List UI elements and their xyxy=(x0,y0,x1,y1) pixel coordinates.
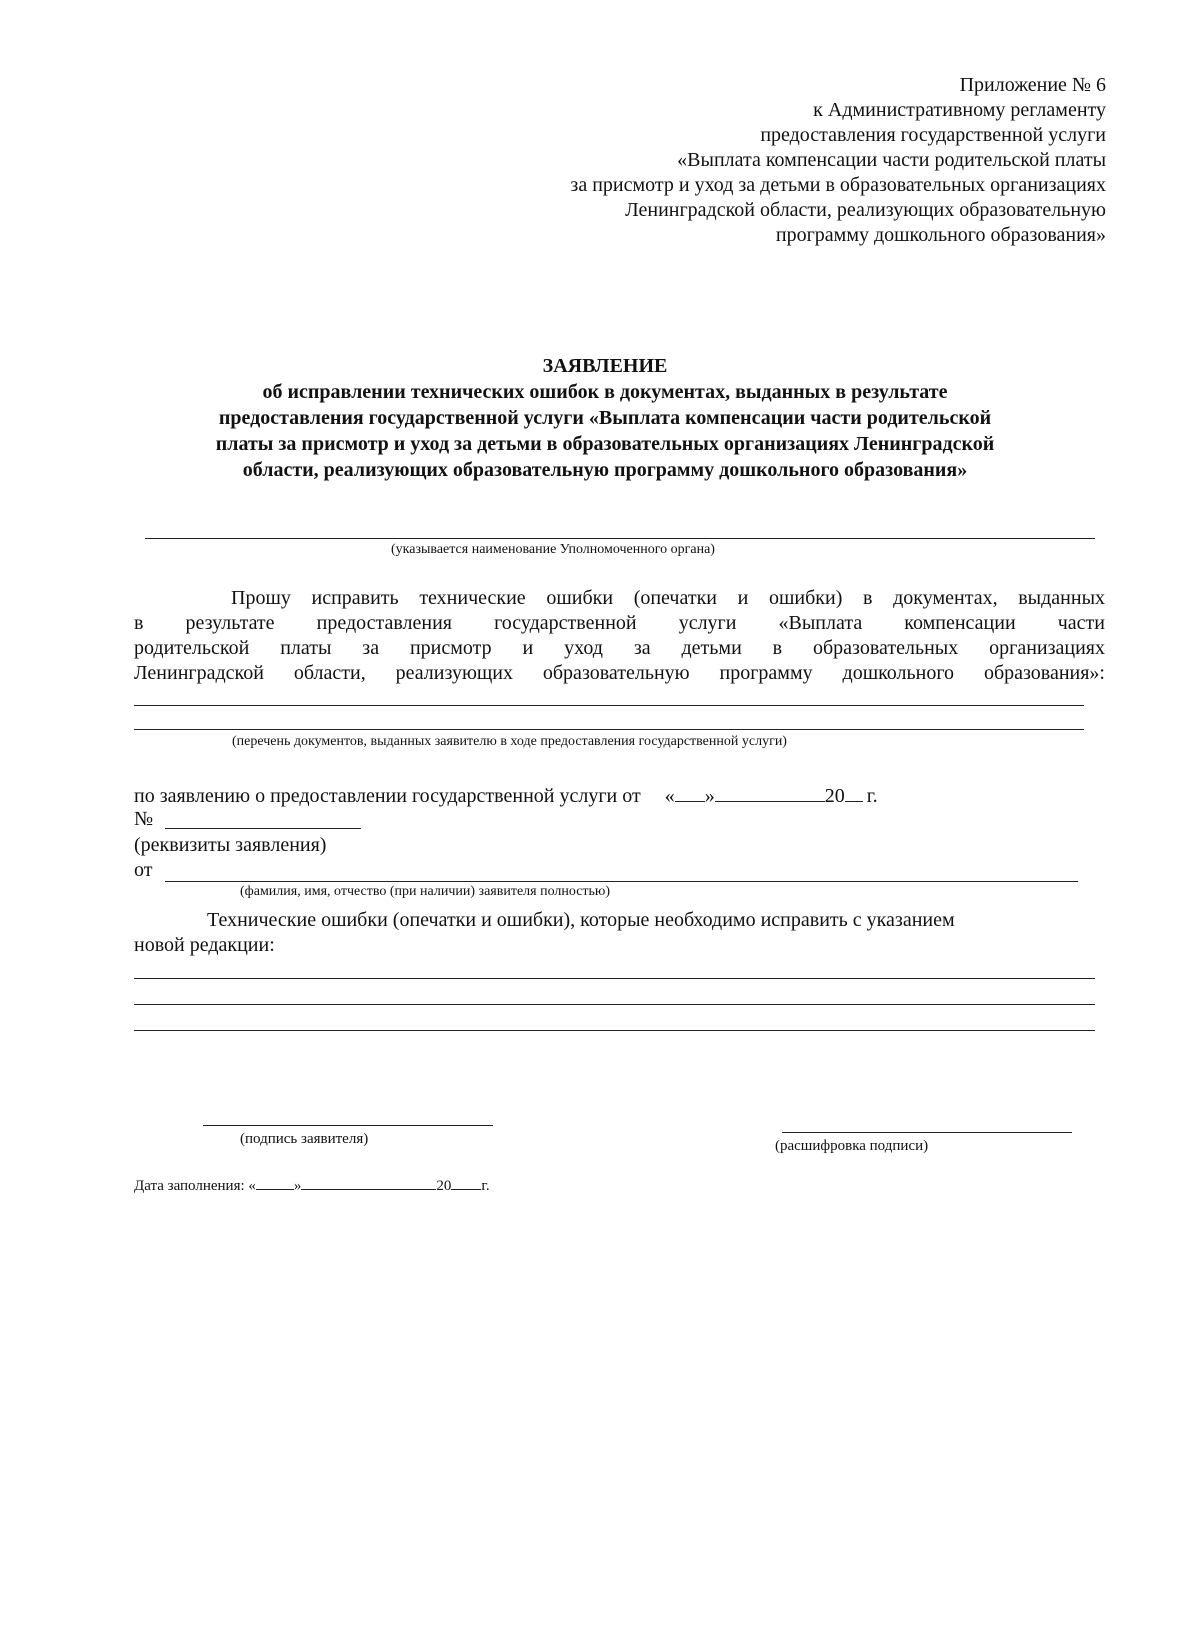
fill-year-suffix: г. xyxy=(481,1178,490,1194)
title-heading: ЗАЯВЛЕНИЕ xyxy=(542,355,668,377)
appendix-line: к Административному регламенту xyxy=(813,99,1106,121)
applicant-name-field[interactable] xyxy=(165,881,1078,882)
appendix-line: программу дошкольного образования» xyxy=(775,224,1106,246)
new-edition-field[interactable] xyxy=(134,1030,1095,1031)
appendix-line: предоставления государственной услуги xyxy=(760,124,1106,146)
close-quote: » xyxy=(704,785,715,807)
request-line: родительской платы за присмотр и уход за детьми в образовательных организациях xyxy=(134,637,1105,659)
new-edition-field[interactable] xyxy=(134,1004,1095,1005)
year-prefix: 20 xyxy=(824,785,845,807)
applicant-caption: (фамилия, имя, отчество (при наличии) заявителя полностью) xyxy=(240,884,611,899)
applicant-signature-field[interactable] xyxy=(203,1125,493,1126)
application-day-field[interactable] xyxy=(675,783,705,802)
authority-caption: (указывается наименование Уполномоченного органа) xyxy=(391,542,715,557)
documents-caption: (перечень документов, выданных заявителю в ходе предоставления государственной услуги) xyxy=(232,734,787,749)
application-date-row xyxy=(134,783,878,809)
application-number-row xyxy=(134,807,153,832)
fill-month-field[interactable] xyxy=(301,1175,436,1190)
year-suffix: г. xyxy=(866,785,878,807)
documents-list-field[interactable] xyxy=(134,705,1084,706)
title-line: области, реализующих образовательную программу дошкольного образования» xyxy=(242,459,968,481)
from-label: от xyxy=(134,859,153,881)
appendix-line: за присмотр и уход за детьми в образовательных организациях xyxy=(570,174,1106,196)
title-line: об исправлении технических ошибок в документах, выданных в результате xyxy=(262,381,948,403)
appendix-line: «Выплата компенсации части родительской платы xyxy=(677,149,1106,171)
fill-year-prefix: 20 xyxy=(436,1178,452,1194)
application-number-field[interactable] xyxy=(165,828,361,829)
title-line: платы за присмотр и уход за детьми в образовательных организациях Ленинградской xyxy=(215,433,995,455)
fill-date-row xyxy=(134,1175,490,1196)
title-line: предоставления государственной услуги «Выплата компенсации части родительской xyxy=(218,407,992,429)
open-quote: « xyxy=(248,1178,256,1194)
application-year-field[interactable] xyxy=(845,783,863,802)
fill-day-field[interactable] xyxy=(256,1175,294,1190)
errors-line-2: новой редакции: xyxy=(134,934,275,956)
request-line: Ленинградской области, реализующих образовательную программу дошкольного образования»: xyxy=(134,662,1105,684)
fill-year-field[interactable] xyxy=(451,1175,481,1190)
appendix-line: Приложение № 6 xyxy=(959,74,1106,96)
application-month-field[interactable] xyxy=(715,783,825,802)
fill-date-label: Дата заполнения: xyxy=(134,1178,245,1194)
request-paragraph xyxy=(134,586,1105,686)
by-application-text: по заявлению о предоставлении государственной услуги от xyxy=(134,785,641,807)
signature-decoding-field[interactable] xyxy=(782,1132,1072,1133)
requisites-label: (реквизиты заявления) xyxy=(134,834,327,856)
open-quote: « xyxy=(664,785,675,807)
errors-line-1: Технические ошибки (опечатки и ошибки), которые необходимо исправить с указанием xyxy=(207,909,955,931)
document-title xyxy=(130,353,1080,483)
documents-list-field[interactable] xyxy=(134,729,1084,730)
number-label: № xyxy=(134,808,154,830)
authority-name-field[interactable] xyxy=(145,538,1095,539)
request-line: в результате предоставления государственной услуги «Выплата компенсации части xyxy=(134,612,1105,634)
request-line: Прошу исправить технические ошибки (опечатки и ошибки) в документах, выданных xyxy=(231,587,1105,609)
appendix-header xyxy=(406,73,1106,248)
applicant-signature-caption: (подпись заявителя) xyxy=(240,1131,369,1147)
new-edition-field[interactable] xyxy=(134,978,1095,979)
appendix-line: Ленинградской области, реализующих образовательную xyxy=(625,199,1106,221)
close-quote: » xyxy=(293,1178,302,1194)
signature-decoding-caption: (расшифровка подписи) xyxy=(775,1138,929,1154)
